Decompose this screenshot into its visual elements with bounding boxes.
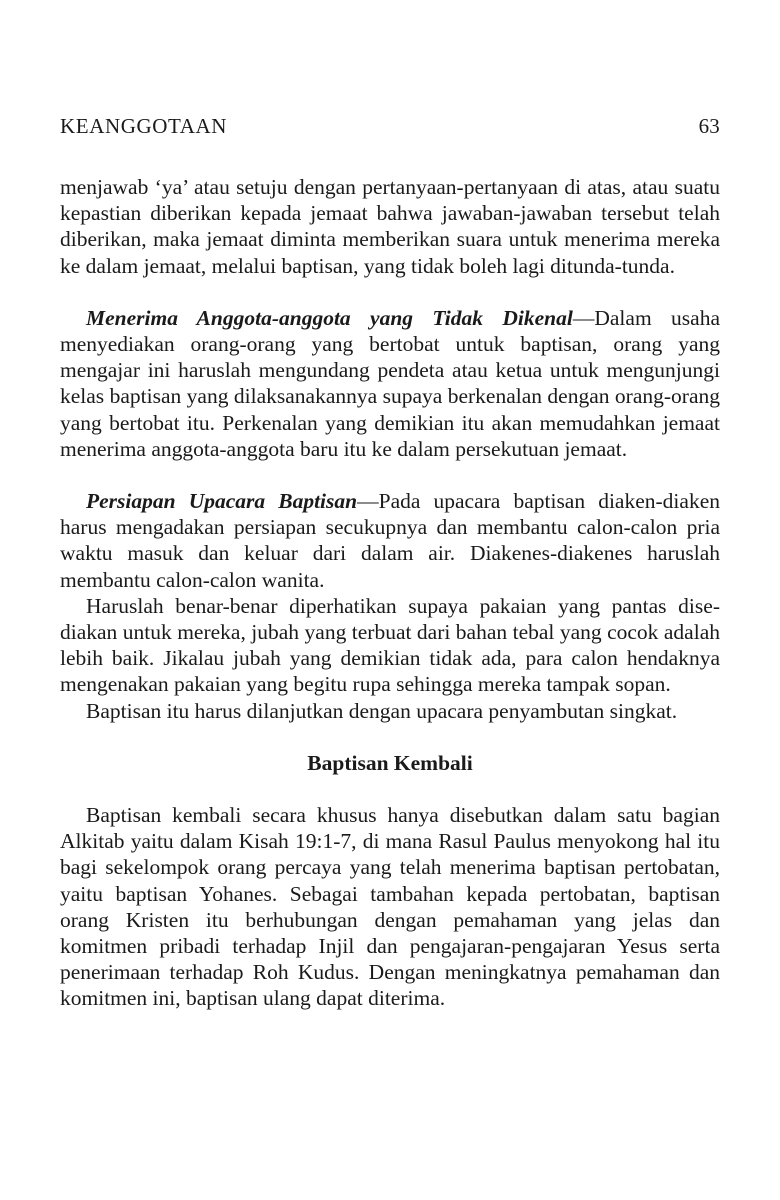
- paragraph-spacer: [60, 279, 720, 305]
- body-text: [60, 174, 720, 1012]
- paragraph-text: —Pada upacara baptisan diaken-diaken harus mengadakan persiapan secukupnya dan membantu calon-calon pria waktu masuk dan keluar dari dalam air. Diakenes-diakenes haruslah membantu calon-calon wanita.: [60, 489, 720, 592]
- paragraph-text: —Dalam usaha menyediakan orang-orang yang bertobat untuk baptisan, orang yang mengajar ini haruslah mengundang pendeta atau ketua untuk mengunjungi kelas baptisan yang dilaksanakannya supaya berkenalan dengan orang-orang yang bertobat itu. Perkenalan yang demikian itu akan memudahkan jemaat menerima anggota-anggota baru itu ke dalam persekutuan jemaat.: [60, 305, 721, 461]
- page-number: 63: [698, 114, 720, 138]
- chapter-title: KEANGGOTAAN: [60, 114, 228, 138]
- paragraph-spacer: [60, 724, 720, 750]
- paragraph-spacer: [60, 462, 720, 488]
- runin-heading-baptism-preparation: Persiapan Upacara Baptisan: [86, 489, 358, 514]
- paragraph-baptism-preparation: [60, 488, 720, 593]
- paragraph-continuation: menjawab ‘ya’ atau setuju dengan pertanyaan-pertanyaan di atas, atau suatu kepastian diberikan kepada jemaat bahwa jawaban-jawaban tersebut telah diberikan, maka jemaat diminta memberikan suara untuk menerima mereka ke dalam jemaat, melalui baptisan, yang tidak boleh lagi ditunda-tunda.: [60, 175, 720, 278]
- runin-heading-unknown-members: Menerima Anggota-anggota yang Tidak Dikenal: [86, 305, 573, 330]
- paragraph-rebaptism: Baptisan kembali secara khusus hanya disebutkan dalam satu bagian Alkitab yaitu dalam Kisah 19:1-7, di mana Rasul Paulus menyokong hal itu bagi sekelompok orang percaya yang telah menerima baptisan pertobatan, yaitu baptisan Yohanes. Sebagai tambahan kepada pertobatan, baptisan orang Kristen itu berhubungan dengan pemahaman yang jelas dan komitmen pribadi terhadap Injil dan pengajaran-pengajaran Yesus serta penerimaan terhadap Roh Kudus. Dengan meningkatnya pemahaman dan komitmen ini, baptisan ulang dapat diterima.: [60, 803, 720, 1011]
- paragraph-unknown-members: [60, 305, 720, 462]
- paragraph-spacer: [60, 776, 720, 802]
- section-heading: Baptisan Kembali: [307, 750, 473, 775]
- running-header: [60, 114, 720, 139]
- paragraph-clothing: Haruslah benar-benar diperhatikan supaya pakaian yang pantas disediakan untuk mereka, jubah yang terbuat dari bahan tebal yang cocok adalah lebih baik. Jikalau jubah yang demikian tidak ada, para calon hendaknya mengenakan pakaian yang begitu rupa sehingga mereka tampak sopan.: [60, 593, 720, 697]
- paragraph-welcome: Baptisan itu harus dilanjutkan dengan upacara penyambutan singkat.: [86, 698, 678, 723]
- book-page: [60, 0, 720, 1200]
